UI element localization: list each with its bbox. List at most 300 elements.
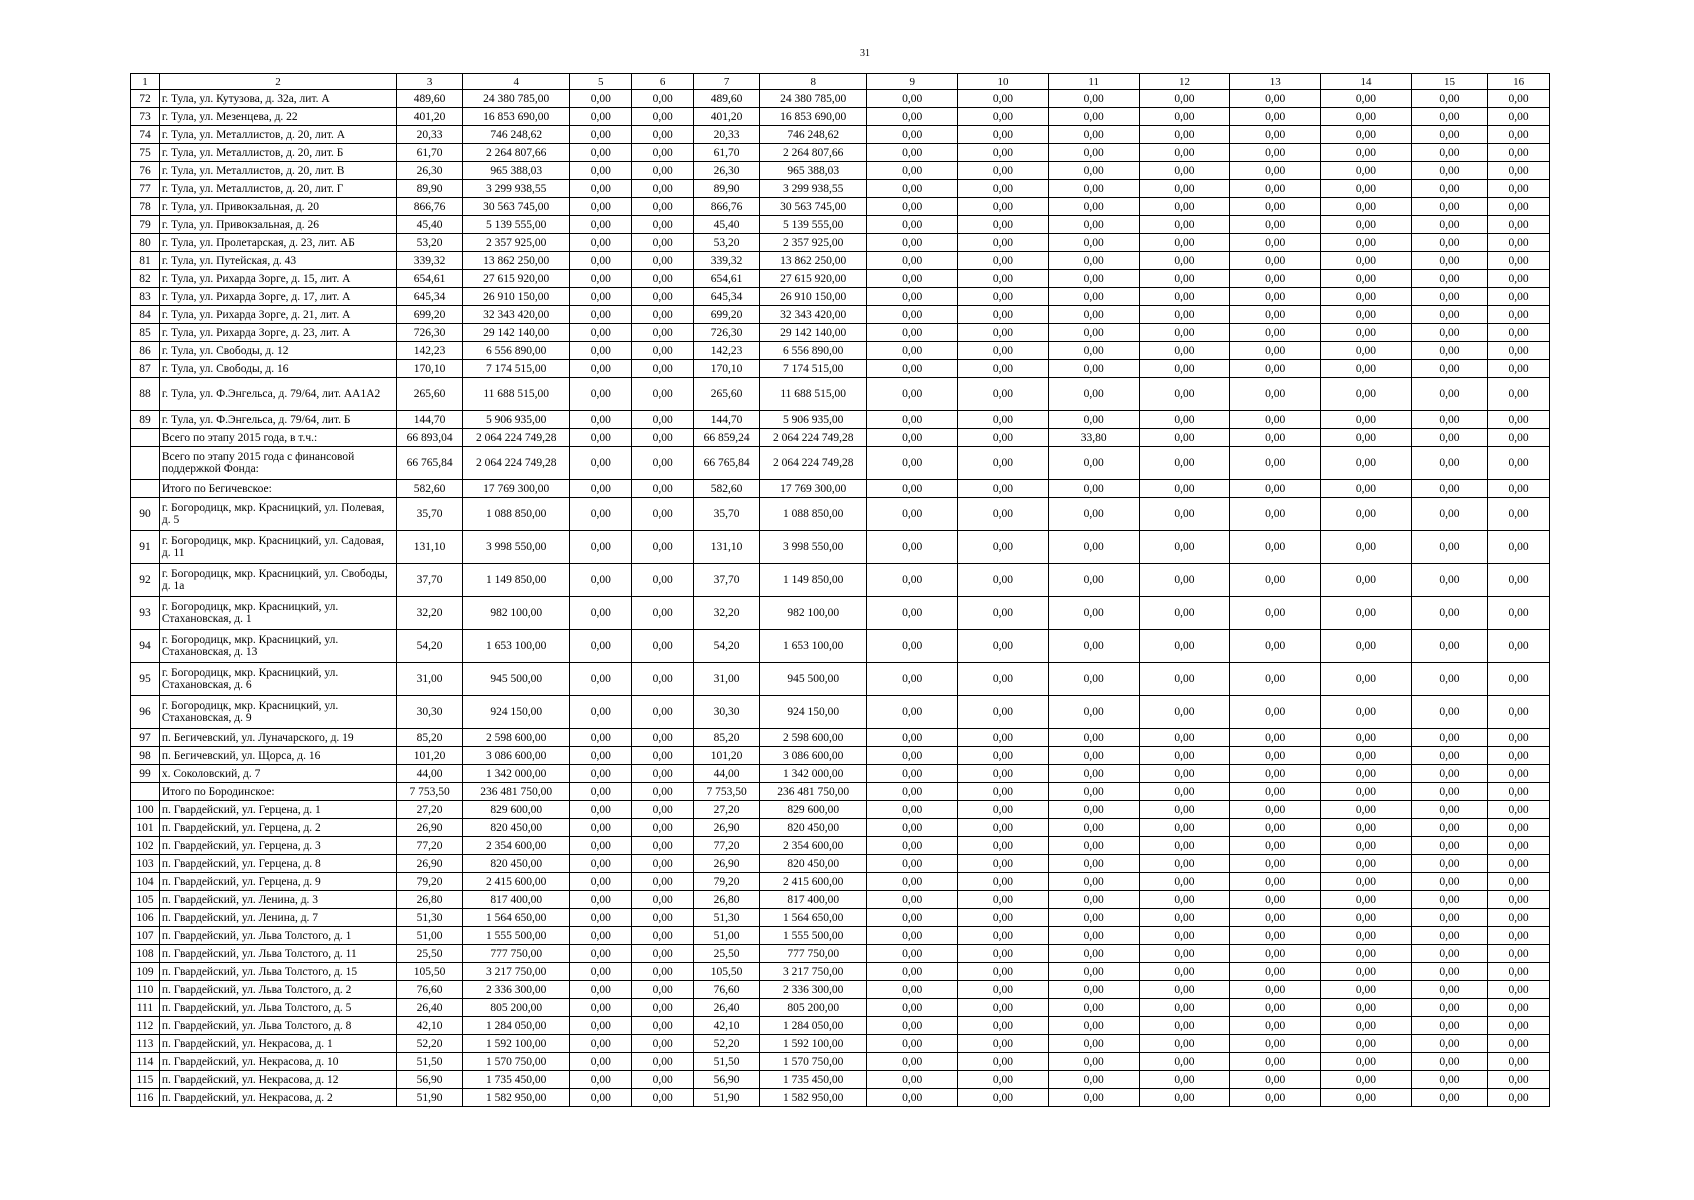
value-cell: 131,10 bbox=[694, 531, 760, 564]
value-cell: 0,00 bbox=[867, 1053, 958, 1071]
table-row bbox=[131, 270, 1550, 288]
value-cell: 26,40 bbox=[694, 999, 760, 1017]
value-cell: 0,00 bbox=[1230, 411, 1321, 429]
value-cell: 0,00 bbox=[1411, 378, 1487, 411]
value-cell: 51,30 bbox=[694, 909, 760, 927]
address-cell: г. Тула, ул. Пролетарская, д. 23, лит. АБ bbox=[159, 234, 396, 252]
table-row bbox=[131, 144, 1550, 162]
value-cell: 0,00 bbox=[1048, 873, 1139, 891]
row-number bbox=[131, 783, 160, 801]
value-cell: 0,00 bbox=[1411, 288, 1487, 306]
value-cell: 2 354 600,00 bbox=[760, 837, 867, 855]
value-cell: 1 564 650,00 bbox=[760, 909, 867, 927]
value-cell: 0,00 bbox=[1048, 783, 1139, 801]
value-cell: 0,00 bbox=[1488, 288, 1550, 306]
value-cell: 0,00 bbox=[867, 252, 958, 270]
value-cell: 0,00 bbox=[570, 429, 632, 447]
value-cell: 3 086 600,00 bbox=[463, 747, 570, 765]
value-cell: 0,00 bbox=[867, 873, 958, 891]
value-cell: 0,00 bbox=[1321, 873, 1412, 891]
value-cell: 0,00 bbox=[1230, 564, 1321, 597]
value-cell: 0,00 bbox=[1048, 108, 1139, 126]
value-cell: 1 555 500,00 bbox=[463, 927, 570, 945]
value-cell: 0,00 bbox=[958, 90, 1049, 108]
address-cell: п. Гвардейский, ул. Льва Толстого, д. 1 bbox=[159, 927, 396, 945]
value-cell: 0,00 bbox=[632, 597, 694, 630]
value-cell: 89,90 bbox=[694, 180, 760, 198]
value-cell: 0,00 bbox=[1048, 855, 1139, 873]
value-cell: 0,00 bbox=[1411, 1089, 1487, 1107]
value-cell: 0,00 bbox=[1230, 597, 1321, 630]
value-cell: 1 149 850,00 bbox=[760, 564, 867, 597]
value-cell: 0,00 bbox=[1411, 696, 1487, 729]
address-cell: г. Богородицк, мкр. Красницкий, ул. Стахановская, д. 13 bbox=[159, 630, 396, 663]
value-cell: 805 200,00 bbox=[463, 999, 570, 1017]
value-cell: 0,00 bbox=[1321, 429, 1412, 447]
column-header: 14 bbox=[1321, 74, 1412, 90]
value-cell: 89,90 bbox=[397, 180, 463, 198]
value-cell: 0,00 bbox=[1411, 564, 1487, 597]
value-cell: 1 592 100,00 bbox=[760, 1035, 867, 1053]
value-cell: 0,00 bbox=[1321, 411, 1412, 429]
value-cell: 2 598 600,00 bbox=[463, 729, 570, 747]
value-cell: 0,00 bbox=[1321, 945, 1412, 963]
table-row bbox=[131, 801, 1550, 819]
row-number: 106 bbox=[131, 909, 160, 927]
value-cell: 0,00 bbox=[1048, 630, 1139, 663]
value-cell: 0,00 bbox=[570, 411, 632, 429]
value-cell: 0,00 bbox=[1321, 999, 1412, 1017]
value-cell: 2 336 300,00 bbox=[760, 981, 867, 999]
value-cell: 0,00 bbox=[867, 306, 958, 324]
value-cell: 77,20 bbox=[694, 837, 760, 855]
value-cell: 0,00 bbox=[1488, 765, 1550, 783]
value-cell: 0,00 bbox=[1321, 696, 1412, 729]
value-cell: 0,00 bbox=[1139, 324, 1230, 342]
value-cell: 0,00 bbox=[570, 90, 632, 108]
row-number: 104 bbox=[131, 873, 160, 891]
value-cell: 0,00 bbox=[570, 108, 632, 126]
value-cell: 0,00 bbox=[632, 234, 694, 252]
value-cell: 0,00 bbox=[958, 837, 1049, 855]
value-cell: 0,00 bbox=[632, 198, 694, 216]
value-cell: 0,00 bbox=[1048, 480, 1139, 498]
value-cell: 0,00 bbox=[1139, 90, 1230, 108]
address-cell: п. Гвардейский, ул. Льва Толстого, д. 2 bbox=[159, 981, 396, 999]
value-cell: 0,00 bbox=[1139, 855, 1230, 873]
value-cell: 0,00 bbox=[1321, 126, 1412, 144]
value-cell: 866,76 bbox=[694, 198, 760, 216]
value-cell: 7 753,50 bbox=[694, 783, 760, 801]
row-number: 77 bbox=[131, 180, 160, 198]
table-row bbox=[131, 252, 1550, 270]
value-cell: 0,00 bbox=[1411, 144, 1487, 162]
value-cell: 0,00 bbox=[958, 162, 1049, 180]
row-number: 95 bbox=[131, 663, 160, 696]
address-cell: п. Гвардейский, ул. Некрасова, д. 2 bbox=[159, 1089, 396, 1107]
value-cell: 0,00 bbox=[1048, 597, 1139, 630]
value-cell: 2 415 600,00 bbox=[463, 873, 570, 891]
value-cell: 0,00 bbox=[632, 126, 694, 144]
value-cell: 0,00 bbox=[1139, 630, 1230, 663]
value-cell: 44,00 bbox=[397, 765, 463, 783]
address-cell: п. Бегичевский, ул. Луначарского, д. 19 bbox=[159, 729, 396, 747]
value-cell: 0,00 bbox=[1230, 498, 1321, 531]
value-cell: 0,00 bbox=[1139, 288, 1230, 306]
value-cell: 0,00 bbox=[867, 429, 958, 447]
value-cell: 26,90 bbox=[397, 819, 463, 837]
value-cell: 0,00 bbox=[867, 855, 958, 873]
value-cell: 0,00 bbox=[1139, 531, 1230, 564]
value-cell: 30 563 745,00 bbox=[760, 198, 867, 216]
value-cell: 31,00 bbox=[694, 663, 760, 696]
value-cell: 1 582 950,00 bbox=[760, 1089, 867, 1107]
value-cell: 0,00 bbox=[867, 198, 958, 216]
value-cell: 5 906 935,00 bbox=[760, 411, 867, 429]
row-number: 84 bbox=[131, 306, 160, 324]
value-cell: 645,34 bbox=[694, 288, 760, 306]
value-cell: 0,00 bbox=[1230, 108, 1321, 126]
value-cell: 0,00 bbox=[1139, 765, 1230, 783]
row-number: 112 bbox=[131, 1017, 160, 1035]
value-cell: 0,00 bbox=[570, 999, 632, 1017]
table-row bbox=[131, 819, 1550, 837]
value-cell: 61,70 bbox=[397, 144, 463, 162]
value-cell: 26,90 bbox=[694, 819, 760, 837]
row-number: 87 bbox=[131, 360, 160, 378]
value-cell: 0,00 bbox=[958, 126, 1049, 144]
value-cell: 0,00 bbox=[958, 252, 1049, 270]
row-number: 82 bbox=[131, 270, 160, 288]
value-cell: 0,00 bbox=[1488, 855, 1550, 873]
value-cell: 0,00 bbox=[1321, 270, 1412, 288]
value-cell: 0,00 bbox=[1411, 981, 1487, 999]
value-cell: 0,00 bbox=[958, 696, 1049, 729]
row-number: 85 bbox=[131, 324, 160, 342]
value-cell: 1 342 000,00 bbox=[463, 765, 570, 783]
value-cell: 0,00 bbox=[1048, 162, 1139, 180]
value-cell: 945 500,00 bbox=[760, 663, 867, 696]
address-cell: п. Гвардейский, ул. Льва Толстого, д. 11 bbox=[159, 945, 396, 963]
value-cell: 829 600,00 bbox=[463, 801, 570, 819]
value-cell: 582,60 bbox=[397, 480, 463, 498]
value-cell: 13 862 250,00 bbox=[463, 252, 570, 270]
value-cell: 0,00 bbox=[1048, 531, 1139, 564]
table-row bbox=[131, 1089, 1550, 1107]
value-cell: 0,00 bbox=[958, 411, 1049, 429]
value-cell: 25,50 bbox=[694, 945, 760, 963]
value-cell: 0,00 bbox=[1321, 891, 1412, 909]
table-row bbox=[131, 480, 1550, 498]
value-cell: 0,00 bbox=[1321, 216, 1412, 234]
value-cell: 26,40 bbox=[397, 999, 463, 1017]
value-cell: 144,70 bbox=[397, 411, 463, 429]
value-cell: 0,00 bbox=[1488, 198, 1550, 216]
value-cell: 0,00 bbox=[1230, 429, 1321, 447]
value-cell: 0,00 bbox=[632, 765, 694, 783]
value-cell: 1 149 850,00 bbox=[463, 564, 570, 597]
value-cell: 0,00 bbox=[570, 873, 632, 891]
column-header: 6 bbox=[632, 74, 694, 90]
column-header: 2 bbox=[159, 74, 396, 90]
value-cell: 0,00 bbox=[867, 531, 958, 564]
value-cell: 0,00 bbox=[958, 927, 1049, 945]
value-cell: 0,00 bbox=[1321, 1017, 1412, 1035]
value-cell: 0,00 bbox=[1411, 927, 1487, 945]
row-number: 88 bbox=[131, 378, 160, 411]
value-cell: 0,00 bbox=[867, 480, 958, 498]
value-cell: 0,00 bbox=[867, 891, 958, 909]
value-cell: 339,32 bbox=[397, 252, 463, 270]
value-cell: 265,60 bbox=[694, 378, 760, 411]
address-cell: Всего по этапу 2015 года с финансовой поддержкой Фонда: bbox=[159, 447, 396, 480]
value-cell: 0,00 bbox=[1321, 564, 1412, 597]
value-cell: 0,00 bbox=[867, 909, 958, 927]
row-number: 91 bbox=[131, 531, 160, 564]
row-number: 73 bbox=[131, 108, 160, 126]
value-cell: 2 354 600,00 bbox=[463, 837, 570, 855]
value-cell: 582,60 bbox=[694, 480, 760, 498]
value-cell: 1 284 050,00 bbox=[463, 1017, 570, 1035]
value-cell: 0,00 bbox=[1230, 324, 1321, 342]
row-number: 114 bbox=[131, 1053, 160, 1071]
value-cell: 0,00 bbox=[1488, 126, 1550, 144]
value-cell: 27 615 920,00 bbox=[760, 270, 867, 288]
row-number: 110 bbox=[131, 981, 160, 999]
value-cell: 0,00 bbox=[1230, 801, 1321, 819]
value-cell: 0,00 bbox=[1048, 819, 1139, 837]
table-row bbox=[131, 108, 1550, 126]
value-cell: 85,20 bbox=[694, 729, 760, 747]
value-cell: 16 853 690,00 bbox=[760, 108, 867, 126]
value-cell: 0,00 bbox=[1230, 927, 1321, 945]
value-cell: 0,00 bbox=[1321, 360, 1412, 378]
value-cell: 0,00 bbox=[1321, 963, 1412, 981]
address-cell: г. Богородицк, мкр. Красницкий, ул. Стахановская, д. 6 bbox=[159, 663, 396, 696]
value-cell: 0,00 bbox=[1230, 1035, 1321, 1053]
value-cell: 0,00 bbox=[1411, 855, 1487, 873]
value-cell: 0,00 bbox=[570, 162, 632, 180]
value-cell: 0,00 bbox=[632, 90, 694, 108]
address-cell: Итого по Бегичевское: bbox=[159, 480, 396, 498]
value-cell: 0,00 bbox=[1139, 1017, 1230, 1035]
value-cell: 0,00 bbox=[1321, 927, 1412, 945]
value-cell: 17 769 300,00 bbox=[760, 480, 867, 498]
value-cell: 0,00 bbox=[867, 981, 958, 999]
row-number: 76 bbox=[131, 162, 160, 180]
value-cell: 0,00 bbox=[570, 498, 632, 531]
value-cell: 645,34 bbox=[397, 288, 463, 306]
value-cell: 0,00 bbox=[1321, 981, 1412, 999]
value-cell: 0,00 bbox=[958, 234, 1049, 252]
table-row bbox=[131, 1053, 1550, 1071]
value-cell: 0,00 bbox=[1139, 891, 1230, 909]
value-cell: 0,00 bbox=[1139, 447, 1230, 480]
value-cell: 0,00 bbox=[1411, 126, 1487, 144]
value-cell: 42,10 bbox=[397, 1017, 463, 1035]
table-row bbox=[131, 306, 1550, 324]
value-cell: 0,00 bbox=[1139, 180, 1230, 198]
address-cell: х. Соколовский, д. 7 bbox=[159, 765, 396, 783]
value-cell: 0,00 bbox=[570, 927, 632, 945]
value-cell: 0,00 bbox=[1488, 411, 1550, 429]
table-row bbox=[131, 324, 1550, 342]
value-cell: 0,00 bbox=[1321, 180, 1412, 198]
value-cell: 0,00 bbox=[867, 180, 958, 198]
row-number: 115 bbox=[131, 1071, 160, 1089]
value-cell: 0,00 bbox=[632, 1035, 694, 1053]
value-cell: 726,30 bbox=[397, 324, 463, 342]
value-cell: 0,00 bbox=[1048, 411, 1139, 429]
value-cell: 1 555 500,00 bbox=[760, 927, 867, 945]
value-cell: 0,00 bbox=[867, 927, 958, 945]
value-cell: 27,20 bbox=[397, 801, 463, 819]
value-cell: 0,00 bbox=[1411, 729, 1487, 747]
address-cell: г. Тула, ул. Металлистов, д. 20, лит. А bbox=[159, 126, 396, 144]
value-cell: 2 064 224 749,28 bbox=[463, 447, 570, 480]
value-cell: 0,00 bbox=[1048, 144, 1139, 162]
value-cell: 0,00 bbox=[867, 90, 958, 108]
value-cell: 61,70 bbox=[694, 144, 760, 162]
value-cell: 0,00 bbox=[958, 429, 1049, 447]
value-cell: 7 753,50 bbox=[397, 783, 463, 801]
value-cell: 5 139 555,00 bbox=[760, 216, 867, 234]
value-cell: 0,00 bbox=[1411, 909, 1487, 927]
value-cell: 0,00 bbox=[1488, 1071, 1550, 1089]
value-cell: 1 342 000,00 bbox=[760, 765, 867, 783]
value-cell: 965 388,03 bbox=[463, 162, 570, 180]
value-cell: 0,00 bbox=[1139, 126, 1230, 144]
value-cell: 0,00 bbox=[1411, 411, 1487, 429]
value-cell: 0,00 bbox=[1230, 480, 1321, 498]
value-cell: 0,00 bbox=[1321, 837, 1412, 855]
column-header: 16 bbox=[1488, 74, 1550, 90]
value-cell: 0,00 bbox=[1321, 663, 1412, 696]
value-cell: 0,00 bbox=[632, 663, 694, 696]
value-cell: 0,00 bbox=[1321, 342, 1412, 360]
value-cell: 0,00 bbox=[1230, 630, 1321, 663]
value-cell: 32 343 420,00 bbox=[463, 306, 570, 324]
value-cell: 0,00 bbox=[1488, 663, 1550, 696]
value-cell: 0,00 bbox=[1230, 729, 1321, 747]
value-cell: 0,00 bbox=[1048, 837, 1139, 855]
column-header: 8 bbox=[760, 74, 867, 90]
row-number: 107 bbox=[131, 927, 160, 945]
value-cell: 0,00 bbox=[1230, 90, 1321, 108]
value-cell: 0,00 bbox=[958, 1017, 1049, 1035]
value-cell: 0,00 bbox=[570, 270, 632, 288]
value-cell: 0,00 bbox=[1488, 144, 1550, 162]
value-cell: 0,00 bbox=[570, 729, 632, 747]
table-row bbox=[131, 411, 1550, 429]
value-cell: 0,00 bbox=[1411, 306, 1487, 324]
address-cell: Итого по Бородинское: bbox=[159, 783, 396, 801]
table-row bbox=[131, 162, 1550, 180]
value-cell: 33,80 bbox=[1048, 429, 1139, 447]
column-header: 3 bbox=[397, 74, 463, 90]
value-cell: 0,00 bbox=[1139, 963, 1230, 981]
value-cell: 0,00 bbox=[570, 945, 632, 963]
value-cell: 0,00 bbox=[1048, 198, 1139, 216]
row-number: 103 bbox=[131, 855, 160, 873]
value-cell: 0,00 bbox=[570, 855, 632, 873]
value-cell: 0,00 bbox=[1411, 783, 1487, 801]
value-cell: 489,60 bbox=[397, 90, 463, 108]
value-cell: 79,20 bbox=[694, 873, 760, 891]
value-cell: 0,00 bbox=[867, 1035, 958, 1053]
value-cell: 6 556 890,00 bbox=[760, 342, 867, 360]
value-cell: 3 998 550,00 bbox=[463, 531, 570, 564]
row-number: 113 bbox=[131, 1035, 160, 1053]
value-cell: 0,00 bbox=[1139, 498, 1230, 531]
value-cell: 0,00 bbox=[1321, 531, 1412, 564]
value-cell: 0,00 bbox=[1411, 429, 1487, 447]
value-cell: 0,00 bbox=[867, 819, 958, 837]
address-cell: Всего по этапу 2015 года, в т.ч.: bbox=[159, 429, 396, 447]
value-cell: 51,50 bbox=[397, 1053, 463, 1071]
value-cell: 1 592 100,00 bbox=[463, 1035, 570, 1053]
value-cell: 24 380 785,00 bbox=[760, 90, 867, 108]
value-cell: 0,00 bbox=[1230, 531, 1321, 564]
value-cell: 2 064 224 749,28 bbox=[760, 429, 867, 447]
value-cell: 0,00 bbox=[1230, 891, 1321, 909]
value-cell: 0,00 bbox=[570, 378, 632, 411]
value-cell: 0,00 bbox=[1139, 198, 1230, 216]
value-cell: 3 217 750,00 bbox=[760, 963, 867, 981]
row-number: 83 bbox=[131, 288, 160, 306]
value-cell: 489,60 bbox=[694, 90, 760, 108]
housing-program-table bbox=[130, 73, 1550, 1107]
value-cell: 0,00 bbox=[1139, 360, 1230, 378]
value-cell: 27 615 920,00 bbox=[463, 270, 570, 288]
address-cell: г. Тула, ул. Путейская, д. 43 bbox=[159, 252, 396, 270]
address-cell: г. Тула, ул. Мезенцева, д. 22 bbox=[159, 108, 396, 126]
row-number: 81 bbox=[131, 252, 160, 270]
value-cell: 0,00 bbox=[1048, 360, 1139, 378]
value-cell: 0,00 bbox=[1411, 180, 1487, 198]
value-cell: 0,00 bbox=[1488, 783, 1550, 801]
value-cell: 142,23 bbox=[397, 342, 463, 360]
value-cell: 777 750,00 bbox=[463, 945, 570, 963]
value-cell: 746 248,62 bbox=[760, 126, 867, 144]
row-number: 96 bbox=[131, 696, 160, 729]
value-cell: 30,30 bbox=[694, 696, 760, 729]
table-row bbox=[131, 597, 1550, 630]
value-cell: 0,00 bbox=[1321, 252, 1412, 270]
value-cell: 0,00 bbox=[1321, 162, 1412, 180]
address-cell: г. Богородицк, мкр. Красницкий, ул. Стахановская, д. 9 bbox=[159, 696, 396, 729]
value-cell: 5 906 935,00 bbox=[463, 411, 570, 429]
address-cell: г. Богородицк, мкр. Красницкий, ул. Свободы, д. 1а bbox=[159, 564, 396, 597]
value-cell: 965 388,03 bbox=[760, 162, 867, 180]
value-cell: 11 688 515,00 bbox=[463, 378, 570, 411]
address-cell: п. Гвардейский, ул. Герцена, д. 3 bbox=[159, 837, 396, 855]
value-cell: 0,00 bbox=[1488, 927, 1550, 945]
table-row bbox=[131, 837, 1550, 855]
value-cell: 0,00 bbox=[867, 1071, 958, 1089]
value-cell: 0,00 bbox=[1139, 429, 1230, 447]
value-cell: 0,00 bbox=[1139, 480, 1230, 498]
value-cell: 85,20 bbox=[397, 729, 463, 747]
address-cell: г. Тула, ул. Рихарда Зорге, д. 17, лит. А bbox=[159, 288, 396, 306]
value-cell: 0,00 bbox=[632, 630, 694, 663]
value-cell: 51,00 bbox=[694, 927, 760, 945]
value-cell: 0,00 bbox=[570, 126, 632, 144]
column-header: 12 bbox=[1139, 74, 1230, 90]
value-cell: 0,00 bbox=[1488, 963, 1550, 981]
value-cell: 2 064 224 749,28 bbox=[760, 447, 867, 480]
table-row bbox=[131, 696, 1550, 729]
